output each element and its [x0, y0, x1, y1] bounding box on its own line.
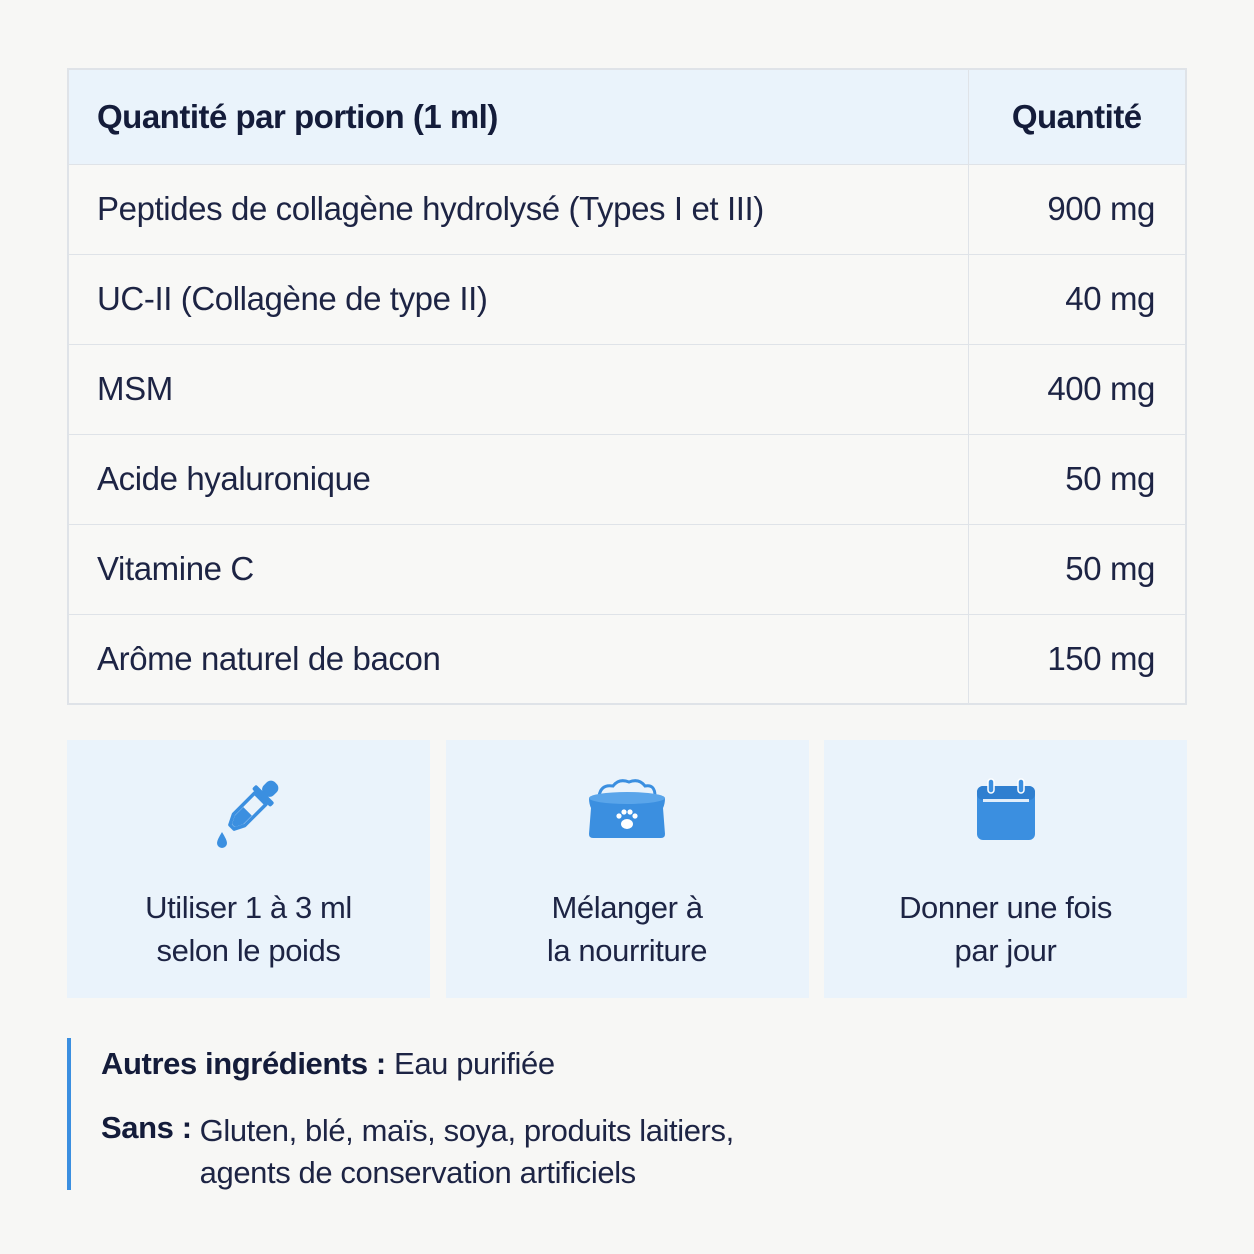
card-dosage — [67, 740, 430, 998]
ingredient-name: Vitamine C — [68, 524, 968, 614]
ingredient-name: Arôme naturel de bacon — [68, 614, 968, 704]
card-text: Donner une fois par jour — [899, 890, 1112, 968]
dropper-icon — [214, 770, 284, 850]
table-row — [68, 434, 1186, 524]
ingredient-name: Acide hyaluronique — [68, 434, 968, 524]
calendar-icon — [974, 770, 1038, 850]
ingredient-quantity: 900 mg — [968, 164, 1186, 254]
free-from — [101, 1110, 760, 1194]
card-frequency — [824, 740, 1187, 998]
other-ingredients-label: Autres ingrédients : — [101, 1046, 386, 1081]
table-row — [68, 344, 1186, 434]
table-row — [68, 164, 1186, 254]
ingredient-name: MSM — [68, 344, 968, 434]
free-from-label: Sans : — [101, 1110, 192, 1145]
card-text: Utiliser 1 à 3 ml selon le poids — [145, 890, 352, 968]
usage-cards — [67, 740, 1187, 998]
table-row — [68, 254, 1186, 344]
table-header-row — [68, 69, 1186, 164]
ingredient-notes — [67, 1038, 967, 1190]
nutrition-table — [67, 68, 1187, 705]
ingredient-quantity: 150 mg — [968, 614, 1186, 704]
header-quantity: Quantité — [968, 69, 1186, 164]
ingredient-name: Peptides de collagène hydrolysé (Types I et III) — [68, 164, 968, 254]
other-ingredients — [101, 1046, 555, 1082]
card-mix — [446, 740, 809, 998]
pet-bowl-icon — [585, 770, 669, 850]
table-row — [68, 524, 1186, 614]
card-text: Mélanger à la nourriture — [546, 890, 708, 968]
ingredient-quantity: 50 mg — [968, 434, 1186, 524]
ingredient-quantity: 40 mg — [968, 254, 1186, 344]
table-row — [68, 614, 1186, 704]
ingredient-quantity: 400 mg — [968, 344, 1186, 434]
ingredient-quantity: 50 mg — [968, 524, 1186, 614]
other-ingredients-value: Eau purifiée — [394, 1046, 555, 1081]
ingredient-name: UC-II (Collagène de type II) — [68, 254, 968, 344]
free-from-value: Gluten, blé, maïs, soya, produits laitiers, agents de conservation artificiels — [199, 1113, 734, 1190]
header-serving: Quantité par portion (1 ml) — [68, 69, 968, 164]
